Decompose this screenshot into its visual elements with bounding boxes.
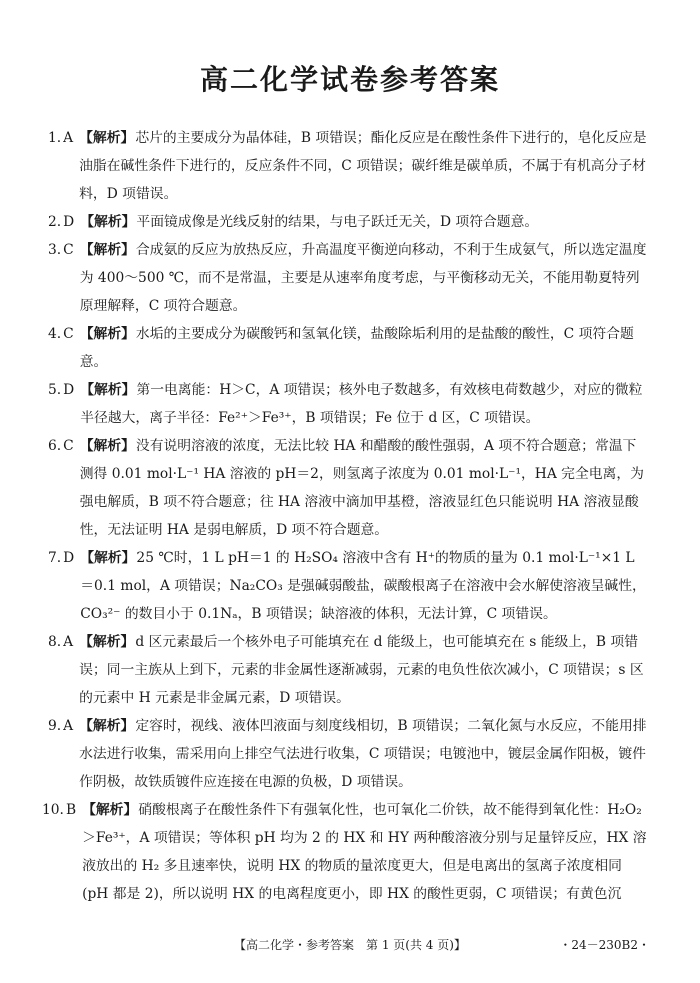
question-index: 10.	[42, 802, 64, 818]
answer-letter: A	[63, 718, 74, 734]
question-body	[80, 236, 648, 320]
analysis-text: 合成氨的反应为放热反应，升高温度平衡逆向移动，不利于生成氨气，所以选定温度为 400～500 ℃，而不是常温，主要是从速率角度考虑，与平衡移动无关，不能用勒夏特列原理解释，C 项符合题意。	[79, 242, 647, 314]
analysis-tag: 【解析】	[82, 802, 138, 818]
question-index: 4.	[48, 326, 62, 342]
analysis-text: 芯片的主要成分为晶体硅，B 项错误；酯化反应是在酸性条件下进行的，皂化反应是油脂在碱性条件下进行的，反应条件不同，C 项错误；碳纤维是碳单质，不属于有机高分子材料，D 项错误。	[79, 130, 647, 202]
question-number	[48, 712, 79, 796]
question-number	[48, 628, 79, 712]
question-7	[48, 544, 648, 628]
page-title: 高二化学试卷参考答案	[199, 63, 500, 96]
analysis-tag: 【解析】	[79, 130, 135, 146]
question-1	[48, 124, 648, 208]
question-2	[48, 208, 648, 236]
question-number	[48, 320, 80, 376]
question-6	[48, 432, 648, 544]
analysis-text: d 区元素最后一个核外电子可能填充在 d 能级上，也可能填充在 s 能级上，B 项错误；同一主族从上到下，元素的非金属性逐渐减弱，元素的电负性依次减小，C 项错误；s 区的元素中 H 元素是非金属元素，D 项错误。	[79, 634, 644, 706]
question-number	[48, 432, 80, 544]
answer-letter: C	[63, 326, 74, 342]
question-body	[80, 544, 648, 628]
question-body	[80, 320, 648, 376]
question-number	[48, 544, 80, 628]
question-4	[48, 320, 648, 376]
answer-letter: C	[63, 242, 74, 258]
question-5	[48, 376, 648, 432]
analysis-tag: 【解析】	[80, 550, 136, 566]
question-index: 2.	[48, 214, 62, 230]
question-index: 8.	[48, 634, 62, 650]
analysis-text: 硝酸根离子在酸性条件下有强氧化性，也可氧化二价铁，故不能得到氧化性：H₂O₂＞Fe³⁺，A 项错误；等体积 pH 均为 2 的 HX 和 HY 两种酸溶液分别与足量锌反应，HX 溶液放出的 H₂ 多且速率快，说明 HX 的物质的量浓度更大，但是电离出的氢离子浓度相同(pH 都是 2)，所以说明 HX 的电离程度更小，即 HX 的酸性更弱，C 项错误；有黄色沉	[82, 802, 647, 902]
question-body	[79, 712, 648, 796]
analysis-tag: 【解析】	[80, 382, 136, 398]
question-body	[82, 796, 648, 908]
question-index: 3.	[48, 242, 62, 258]
question-number	[48, 376, 80, 432]
question-number	[48, 236, 80, 320]
answer-letter: D	[63, 214, 75, 230]
question-index: 7.	[48, 550, 62, 566]
analysis-tag: 【解析】	[79, 634, 135, 650]
answer-letter: A	[63, 130, 74, 146]
question-number	[48, 208, 80, 236]
footer-code: ・24－230B2・	[559, 938, 650, 952]
analysis-tag: 【解析】	[79, 326, 135, 342]
analysis-tag: 【解析】	[79, 242, 135, 258]
analysis-text: 没有说明溶液的浓度，无法比较 HA 和醋酸的酸性强弱，A 项不符合题意；常温下测得 0.01 mol·L⁻¹ HA 溶液的 pH＝2，则氢离子浓度为 0.01 mol·L⁻¹，HA 完全电离，为强电解质，B 项不符合题意；往 HA 溶液中滴加甲基橙，溶液显红色只能说明 HA 溶液显酸性，无法证明 HA 是弱电解质，D 项不符合题意。	[79, 438, 644, 538]
question-body	[80, 208, 648, 236]
answer-letter: D	[63, 550, 75, 566]
question-3	[48, 236, 648, 320]
analysis-text: 定容时，视线、液体凹液面与刻度线相切，B 项错误；二氧化氮与水反应，不能用排水法进行收集，需采用向上排空气法进行收集，C 项错误；电镀池中，镀层金属作阳极，镀件作阴极，故铁质镀件应连接在电源的负极，D 项错误。	[79, 718, 647, 790]
footer-page-info: 【高二化学・参考答案 第 1 页(共 4 页)】	[234, 938, 466, 952]
question-body	[80, 432, 648, 544]
question-number	[42, 796, 82, 908]
page-footer	[0, 935, 700, 955]
question-number	[48, 124, 79, 208]
answer-letter: C	[63, 438, 74, 454]
analysis-tag: 【解析】	[79, 718, 135, 734]
question-index: 6.	[48, 438, 62, 454]
analysis-text: 平面镜成像是光线反射的结果，与电子跃迁无关，D 项符合题意。	[136, 214, 539, 230]
question-9	[48, 712, 648, 796]
question-list	[42, 124, 648, 908]
question-10	[42, 796, 648, 908]
analysis-tag: 【解析】	[79, 438, 135, 454]
question-index: 5.	[48, 382, 62, 398]
answer-letter: D	[63, 382, 75, 398]
analysis-text: 水垢的主要成分为碳酸钙和氢氧化镁，盐酸除垢利用的是盐酸的酸性，C 项符合题意。	[79, 326, 634, 370]
analysis-tag: 【解析】	[80, 214, 136, 230]
answer-letter: B	[65, 802, 77, 818]
question-body	[79, 124, 648, 208]
question-body	[79, 628, 648, 712]
answer-letter: A	[63, 634, 74, 650]
question-index: 9.	[48, 718, 62, 734]
analysis-text: 第一电离能：H＞C，A 项错误；核外电子数越多，有效核电荷数越少，对应的微粒半径越大，离子半径：Fe²⁺＞Fe³⁺，B 项错误；Fe 位于 d 区，C 项错误。	[80, 382, 643, 426]
question-index: 1.	[48, 130, 62, 146]
analysis-text: 25 ℃时，1 L pH＝1 的 H₂SO₄ 溶液中含有 H⁺的物质的量为 0.1 mol·L⁻¹×1 L＝0.1 mol，A 项错误；Na₂CO₃ 是强碱弱酸盐，碳酸根离子在溶液中会水解使溶液呈碱性，CO₃²⁻ 的数目小于 0.1Nₐ，B 项错误；缺溶液的体积，无法计算，C 项错误。	[80, 550, 646, 622]
question-body	[80, 376, 648, 432]
question-8	[48, 628, 648, 712]
